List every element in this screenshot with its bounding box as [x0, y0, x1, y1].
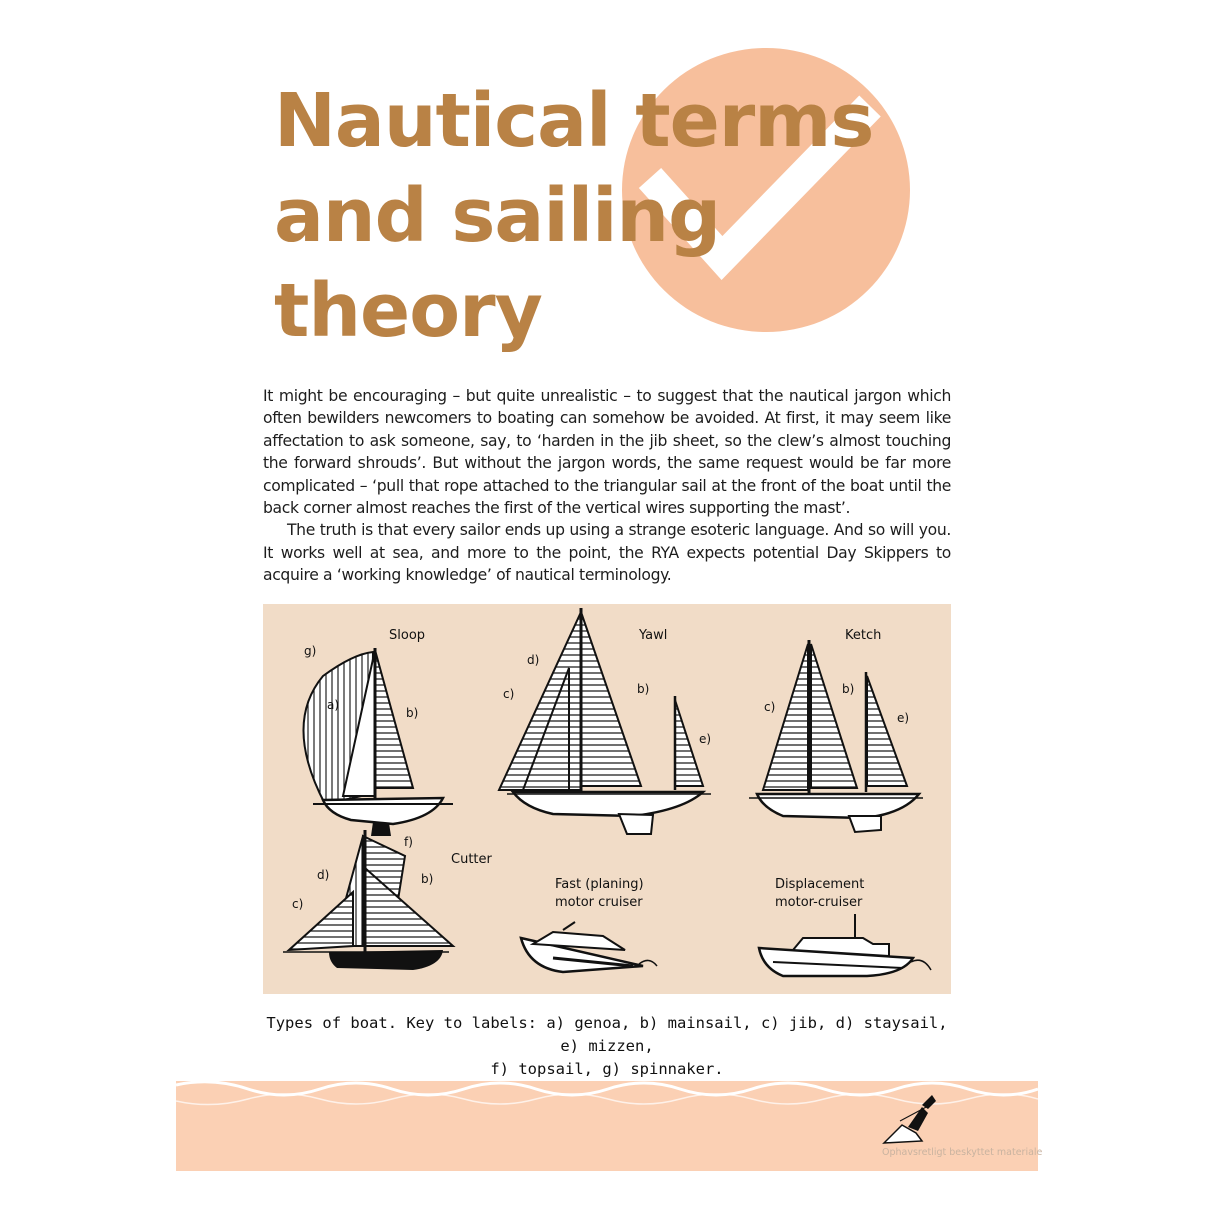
- cutter-letter-d: d): [317, 868, 330, 882]
- cutter-letter-c: c): [292, 897, 304, 911]
- boat-illustrations: [263, 604, 951, 994]
- title-line-2: and sailing: [274, 173, 721, 259]
- label-displacement-line1: Displacement: [775, 877, 865, 892]
- sloop-letter-a: a): [327, 698, 340, 712]
- page-title: [274, 74, 873, 359]
- cutter-letter-b: b): [421, 872, 434, 886]
- ketch-illustration: [749, 640, 923, 832]
- label-sloop: Sloop: [389, 628, 426, 643]
- sloop-letter-b: b): [406, 706, 419, 720]
- title-line-3: theory: [274, 268, 542, 354]
- label-ketch: Ketch: [845, 628, 882, 643]
- figure-caption: [263, 1012, 951, 1081]
- label-displacement-line2: motor-cruiser: [775, 895, 863, 910]
- ketch-letter-e: e): [897, 711, 910, 725]
- title-line-1: Nautical terms: [274, 78, 874, 164]
- label-fast-cruiser-line2: motor cruiser: [555, 895, 643, 910]
- cutter-illustration: [283, 830, 453, 970]
- paragraph-1: It might be encouraging – but quite unrealistic – to suggest that the nautical jargon which often bewilders newcomers to boating can somehow be avoided. At first, it may seem like affectation to ask someone, say, to ‘harden in the jib sheet, so the clew’s almost touching the forward shrouds’. But without the jargon words, the same request would be far more complicated – ‘pull that rope attached to the triangular sail at the front of the boat until the back corner almost reaches the first of the vertical wires supporting the mast’.: [263, 387, 951, 518]
- displacement-motor-cruiser-illustration: [759, 914, 931, 976]
- sloop-illustration: [303, 648, 453, 836]
- yawl-letter-b: b): [637, 682, 650, 696]
- label-yawl: Yawl: [639, 628, 668, 643]
- cutter-letter-f: f): [404, 835, 413, 849]
- ketch-letter-c: c): [764, 700, 776, 714]
- label-fast-cruiser-line1: Fast (planing): [555, 877, 644, 892]
- body-text: [263, 385, 951, 587]
- yawl-letter-c: c): [503, 687, 515, 701]
- paragraph-2: The truth is that every sailor ends up using a strange esoteric language. And so will you. It works well at sea, and more to the point, the RYA expects potential Day Skippers to acquire a ‘working knowledge’ of nautical terminology.: [263, 521, 951, 585]
- yawl-letter-e: e): [699, 732, 712, 746]
- yawl-letter-d: d): [527, 653, 540, 667]
- caption-line-1: Types of boat. Key to labels: a) genoa, b) mainsail, c) jib, d) staysail, e) mizzen,: [266, 1014, 948, 1055]
- watermark-text: Ophavsretligt beskyttet materiale: [882, 1147, 1043, 1158]
- label-cutter: Cutter: [451, 852, 492, 867]
- ketch-letter-b: b): [842, 682, 855, 696]
- fast-motor-cruiser-illustration: [521, 922, 657, 972]
- boat-types-figure: [263, 604, 951, 994]
- yawl-illustration: [499, 608, 711, 834]
- sloop-letter-g: g): [304, 644, 317, 658]
- caption-line-2: f) topsail, g) spinnaker.: [490, 1060, 724, 1078]
